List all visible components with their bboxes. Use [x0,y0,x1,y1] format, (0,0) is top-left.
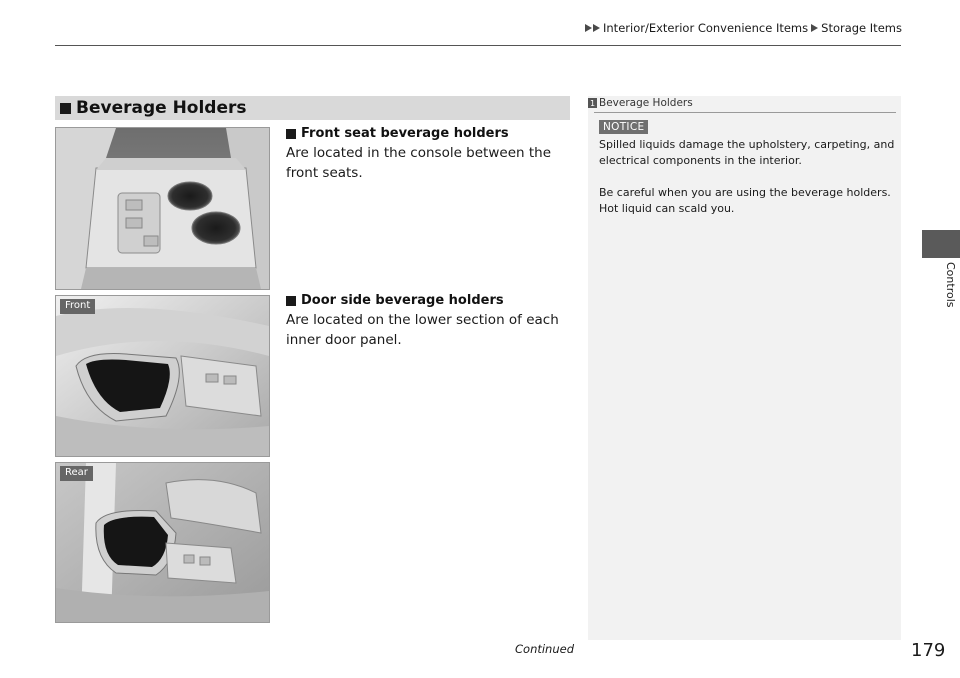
image-label-rear: Rear [60,466,93,481]
breadcrumb-arrow-icon [593,24,600,32]
console-cupholder-image [55,127,270,290]
notes-title: Beverage Holders [599,97,693,109]
breadcrumb-arrow-icon [811,24,818,32]
front-door-holder-image [55,295,270,457]
rear-door-holder-image [55,462,270,623]
notice-text: Spilled liquids damage the upholstery, carpeting, and electrical components in the interior. [599,138,895,167]
item-heading: Front seat beverage holders [286,126,509,141]
notes-header [588,97,693,109]
caution-text: Be careful when you are using the beverage holders. Hot liquid can scald you. [599,186,891,215]
continued-label: Continued [515,642,575,656]
section-title-bar [55,96,570,120]
square-bullet-icon [286,129,296,139]
header-divider [55,45,901,46]
reference-icon: 1 [589,98,596,108]
item-description: Are located in the console between the front seats. [286,145,551,181]
chapter-label: Controls [944,262,957,308]
square-bullet-icon [286,296,296,306]
breadcrumb-item[interactable]: Interior/Exterior Convenience Items [603,21,809,35]
breadcrumb-item[interactable]: Storage Items [821,21,902,35]
breadcrumb-arrow-icon [585,24,592,32]
notice-badge: NOTICE [599,120,648,134]
notes-divider [594,112,896,113]
square-bullet-icon [60,103,71,114]
notes-panel [588,96,901,640]
image-label-front: Front [60,299,95,314]
breadcrumb [585,19,905,37]
chapter-tab[interactable] [922,230,960,258]
item-heading: Door side beverage holders [286,293,504,308]
section-title: Beverage Holders [76,98,247,118]
item-description: Are located on the lower section of each inner door panel. [286,312,559,348]
page-number: 179 [911,640,946,661]
